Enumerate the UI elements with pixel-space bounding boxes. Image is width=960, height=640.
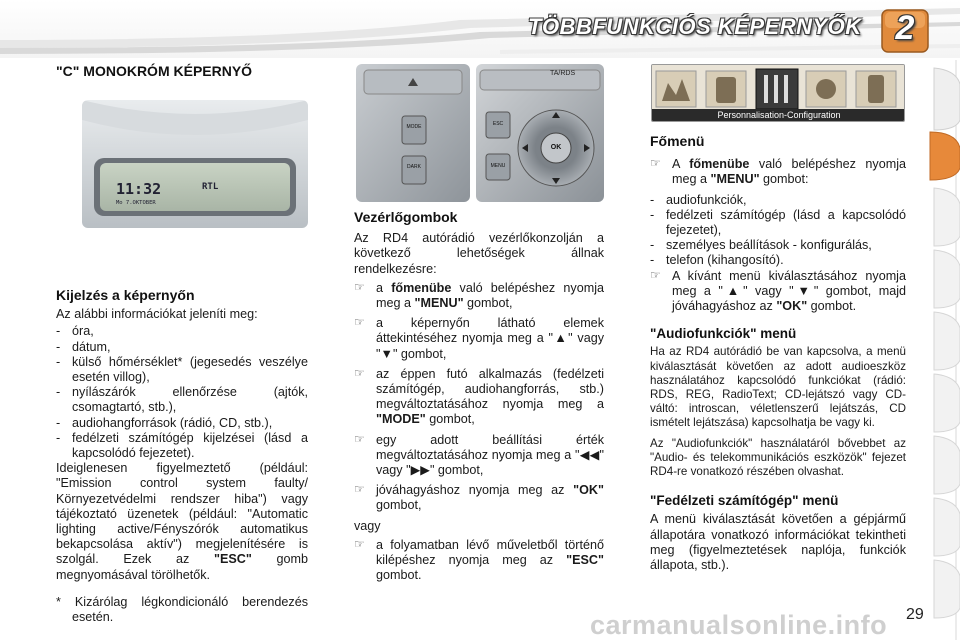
- main-menu-heading: Főmenü: [650, 133, 705, 149]
- menu-label: "MENU": [414, 296, 464, 311]
- list-item: [354, 281, 604, 311]
- display-heading: Kijelzés a képernyőn: [56, 287, 195, 303]
- page-title: TÖBBFUNKCIÓS KÉPERNYŐK: [528, 14, 862, 39]
- text: gombot.: [810, 299, 857, 314]
- or-text: vagy: [354, 518, 381, 533]
- list-item: [354, 316, 604, 362]
- mode-button: MODE: [406, 124, 422, 130]
- text: való belépéshez nyomja meg a: [672, 157, 907, 187]
- text: jóváhagyáshoz nyomja meg az: [376, 483, 565, 498]
- text: " gombot,: [429, 463, 484, 478]
- display-date: Mo 7.OKTOBER: [116, 200, 156, 206]
- controls-list: [354, 281, 604, 514]
- text: gombot,: [429, 412, 475, 427]
- text: egy adott beállítási érték megváltoztatásához nyomja meg a ": [376, 432, 604, 462]
- list-item: - fedélzeti számítógép (lásd a kapcsolódó fejezetet),: [650, 208, 906, 238]
- list-item: [650, 269, 906, 315]
- list-item: - külső hőmérséklet* (jegesedés veszélye esetén villog),: [56, 355, 308, 385]
- ta-rds-button: TA/RDS: [550, 70, 576, 77]
- list-item: [650, 157, 906, 187]
- text: való belépéshez nyomja meg a: [376, 280, 604, 311]
- monochrome-display-photo: [82, 100, 308, 228]
- down-arrow-icon: ▼: [793, 283, 814, 298]
- control-panel-left-photo: [356, 64, 470, 202]
- display-clock: 11:32: [116, 180, 162, 198]
- left-column-title: [56, 64, 308, 79]
- list-item: - telefon (kihangosító).: [650, 253, 906, 268]
- text: " gombot, majd jóváhagyáshoz az: [672, 283, 907, 314]
- up-arrow-icon: ▲: [553, 331, 569, 346]
- computer-menu-heading: "Fedélzeti számítógép" menü: [650, 493, 839, 509]
- text: " vagy ": [376, 331, 605, 361]
- text: gombot.: [376, 568, 422, 583]
- text-bold: főmenübe: [391, 280, 452, 295]
- mode-label: "MODE": [376, 412, 426, 427]
- footnote: * Kizárólag légkondicionáló berendezés esetén.: [56, 594, 308, 625]
- ok-label: "OK": [776, 299, 808, 314]
- chapter-badge: [878, 6, 932, 56]
- section-title: "C" MONOKRÓM KÉPERNYŐ: [56, 63, 253, 79]
- list-item: - dátum,: [56, 340, 308, 355]
- menu-button: MENU: [490, 163, 506, 169]
- up-arrow-icon: ▲: [722, 283, 744, 298]
- main-menu-list-2: [650, 269, 906, 315]
- chapter-number: 2: [895, 9, 915, 47]
- text: " vagy ": [376, 447, 605, 478]
- text-bold: főmenübe: [689, 157, 750, 172]
- right-column: [650, 134, 906, 575]
- audio-menu-heading: "Audiofunkciók" menü: [650, 326, 797, 342]
- fast-forward-icon: ▶▶: [410, 463, 430, 478]
- esc-label: "ESC": [214, 552, 252, 567]
- main-menu-items: [650, 193, 906, 269]
- text: A kívánt menü kiválasztásához nyomja meg a ": [672, 268, 906, 298]
- middle-column: [354, 210, 604, 588]
- chapter-tabs: [926, 60, 960, 640]
- page-number: 29: [906, 606, 924, 623]
- text: gombot,: [376, 498, 422, 513]
- watermark: carmanualsonline.info: [590, 610, 888, 640]
- list-item: - óra,: [56, 324, 308, 339]
- rewind-icon: ◀◀: [579, 447, 600, 462]
- text: " vagy ": [743, 283, 794, 298]
- control-panel-right-photo: [476, 64, 604, 202]
- audio-paragraph-1: Ha az RD4 autórádió be van kapcsolva, a menü kiválasztását követően az adott audioeszköz használatához kapcsolódó funkciókat (rádió: RDS, REG, RadioText; CD-lejátszó vagy CD-váltó: introscan, véletlenszerű lejátszás, CD ismételt lejátszása) kapcsolhatja be vagy ki.: [650, 345, 906, 430]
- left-column: [56, 288, 308, 627]
- dark-button: DARK: [407, 164, 421, 170]
- list-item: [354, 538, 604, 584]
- computer-paragraph: A menü kiválasztását követően a gépjármű állapotára vonatkozó információkat tekintheti meg (figyelmeztetések naplója, funkciók állapota, stb.).: [650, 512, 906, 573]
- header-banner: [0, 0, 960, 58]
- text: A: [672, 157, 680, 172]
- controls-list-2: [354, 538, 604, 584]
- text: " gombot,: [392, 346, 447, 361]
- down-arrow-icon: ▼: [380, 346, 393, 361]
- menu-screen-photo: [651, 64, 905, 122]
- display-rtl: RTL: [202, 182, 219, 192]
- list-item: - fedélzeti számítógép kijelzései (lásd a kapcsolódó fejezetet).: [56, 431, 308, 461]
- controls-intro: Az RD4 autórádió vezérlőkonzolján a következő lehetőségek állnak rendelkezésre:: [354, 231, 604, 276]
- list-item: - audiohangforrások (rádió, CD, stb.),: [56, 416, 308, 431]
- main-menu-list: [650, 157, 906, 187]
- controls-heading: Vezérlőgombok: [354, 209, 458, 225]
- warning-text-2: gomb megnyomásával törölhetők.: [56, 552, 309, 582]
- audio-paragraph-2: Az "Audiofunkciók" használatáról bővebbet az "Audio- és telekommunikációs eszközök" fejezet RD4-re vonatkozó részében olvashat.: [650, 436, 906, 479]
- text: gombot,: [467, 296, 513, 311]
- list-item: [354, 367, 604, 428]
- display-items-list: [56, 324, 308, 461]
- esc-button: ESC: [492, 121, 504, 127]
- warning-text-1: Ideiglenesen figyelmeztető (például: "Emission control system faulty/ Környezetvédelmi rendszer hiba") vagy tájékoztató üzenetek (például: "Automatic lighting active/Fényszórók automatikus bekapcsolása aktív") megjelenítésére is szolgál. Ezek az: [56, 461, 308, 567]
- text: a folyamatban lévő műveletből történő kilépéshez nyomja meg az: [376, 537, 604, 568]
- list-item: [354, 483, 604, 513]
- warning-paragraph: [56, 461, 308, 583]
- display-intro: Az alábbi információkat jeleníti meg:: [56, 307, 258, 322]
- text: a: [376, 280, 384, 295]
- list-item: - személyes beállítások - konfigurálás,: [650, 238, 906, 253]
- list-item: [354, 433, 604, 479]
- menu-label: "MENU": [710, 172, 760, 187]
- screen-caption: Personnalisation-Configuration: [717, 110, 841, 120]
- list-item: - audiofunkciók,: [650, 193, 906, 208]
- ok-label: "OK": [573, 483, 604, 498]
- text: az éppen futó alkalmazás (fedélzeti számítógép, audiohangforrás, stb.) megváltoztatásához nyomja meg a: [376, 366, 604, 412]
- ok-button: OK: [550, 144, 562, 151]
- list-item: - nyílászárók ellenőrzése (ajtók, csomagtartó, stb.),: [56, 385, 308, 415]
- text: gombot:: [763, 172, 809, 187]
- esc-label: "ESC": [566, 553, 604, 568]
- text: a képernyőn látható elemek áttekintéséhez nyomja meg a ": [376, 316, 604, 346]
